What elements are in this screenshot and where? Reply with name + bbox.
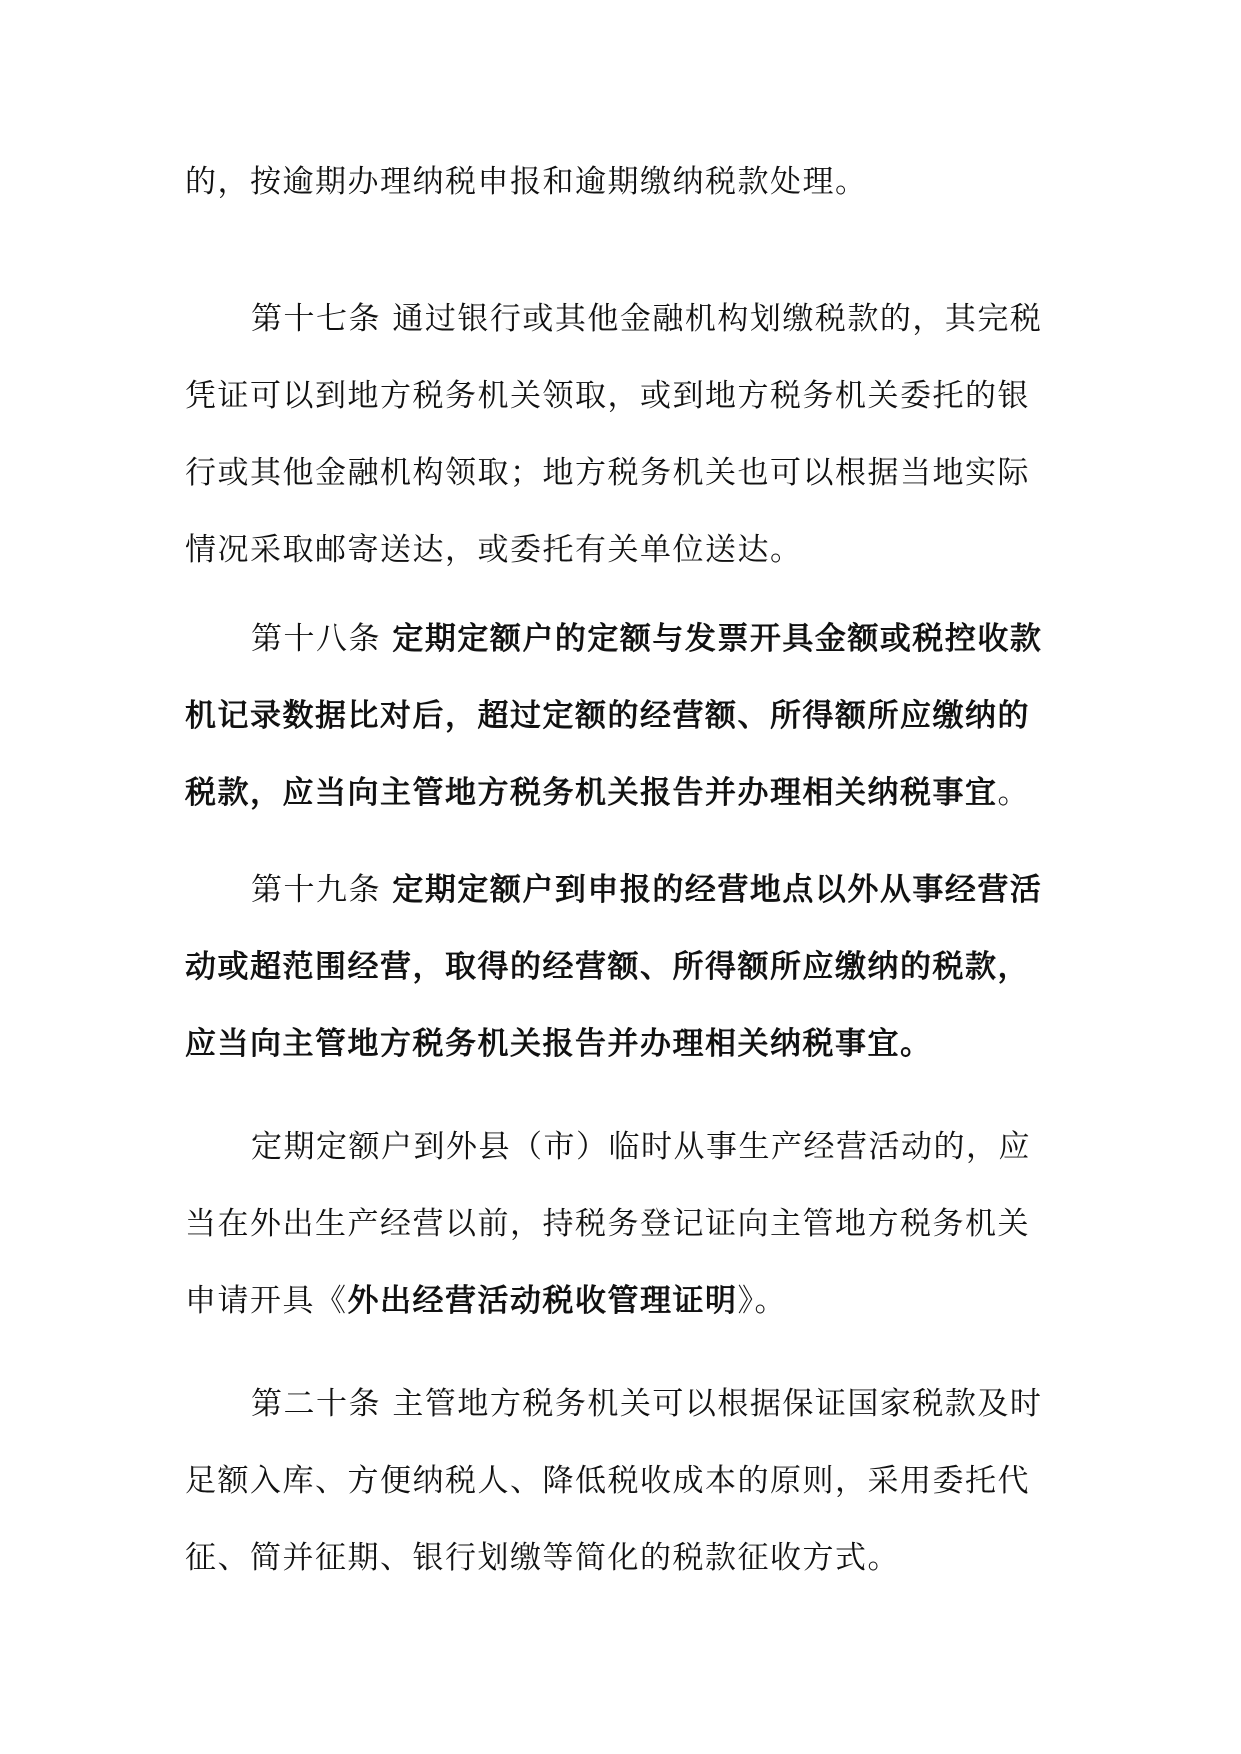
paragraph-continuation — [185, 144, 1075, 221]
text-run: 当在外出生产经营以前，持税务登记证向主管地方税务机关 — [185, 1206, 1030, 1242]
text-line — [185, 512, 1075, 589]
text-run: 第二十条 主管地方税务机关可以根据保证国家税款及时 — [251, 1386, 1043, 1422]
bold-text-run: 动或超范围经营，取得的经营额、所得额所应缴纳的税款， — [185, 949, 1030, 985]
bold-text-run: 定期定额户的定额与发票开具金额或税控收款 — [392, 621, 1043, 657]
bold-text-run: 外出经营活动税收管理证明 — [347, 1283, 738, 1319]
text-run: 第十九条 — [251, 872, 393, 908]
article-19 — [185, 852, 1075, 1083]
bold-text-run: 机记录数据比对后，超过定额的经营额、所得额所应缴纳的 — [185, 698, 1030, 734]
text-line — [185, 1263, 1075, 1340]
text-run: 。 — [997, 775, 1030, 811]
text-line — [185, 358, 1075, 435]
text-run: 定期定额户到外县（市）临时从事生产经营活动的，应 — [251, 1129, 1031, 1165]
text-run: 凭证可以到地方税务机关领取，或到地方税务机关委托的银 — [185, 378, 1030, 414]
text-line — [185, 601, 1075, 678]
text-run: 情况采取邮寄送达，或委托有关单位送达。 — [185, 532, 803, 568]
paragraph-outside-county — [185, 1109, 1075, 1340]
text-line — [185, 435, 1075, 512]
text-run: 的，按逾期办理纳税申报和逾期缴纳税款处理。 — [185, 164, 868, 200]
text-line — [185, 1366, 1075, 1443]
text-line — [185, 852, 1075, 929]
text-line — [185, 1186, 1075, 1263]
text-run: 征、简并征期、银行划缴等简化的税款征收方式。 — [185, 1540, 900, 1576]
text-run: 》。 — [737, 1283, 787, 1319]
text-run: 行或其他金融机构领取；地方税务机关也可以根据当地实际 — [185, 455, 1030, 491]
bold-text-run: 定期定额户到申报的经营地点以外从事经营活 — [392, 872, 1043, 908]
text-run: 第十七条 通过银行或其他金融机构划缴税款的，其完税 — [251, 301, 1043, 337]
bold-text-run: 税款，应当向主管地方税务机关报告并办理相关纳税事宜 — [185, 775, 998, 811]
text-line — [185, 144, 1075, 221]
text-line — [185, 281, 1075, 358]
text-line — [185, 929, 1075, 1006]
article-20 — [185, 1366, 1075, 1597]
text-run: 第十八条 — [251, 621, 393, 657]
text-line — [185, 1109, 1075, 1186]
bold-text-run: 应当向主管地方税务机关报告并办理相关纳税事宜。 — [185, 1026, 933, 1062]
text-run: 申请开具《 — [185, 1283, 348, 1319]
text-line — [185, 1520, 1075, 1597]
text-line — [185, 755, 1075, 832]
article-17 — [185, 281, 1075, 589]
article-18 — [185, 601, 1075, 832]
text-run: 足额入库、方便纳税人、降低税收成本的原则，采用委托代 — [185, 1463, 1030, 1499]
text-line — [185, 1006, 1075, 1083]
text-line — [185, 1443, 1075, 1520]
text-line — [185, 678, 1075, 755]
